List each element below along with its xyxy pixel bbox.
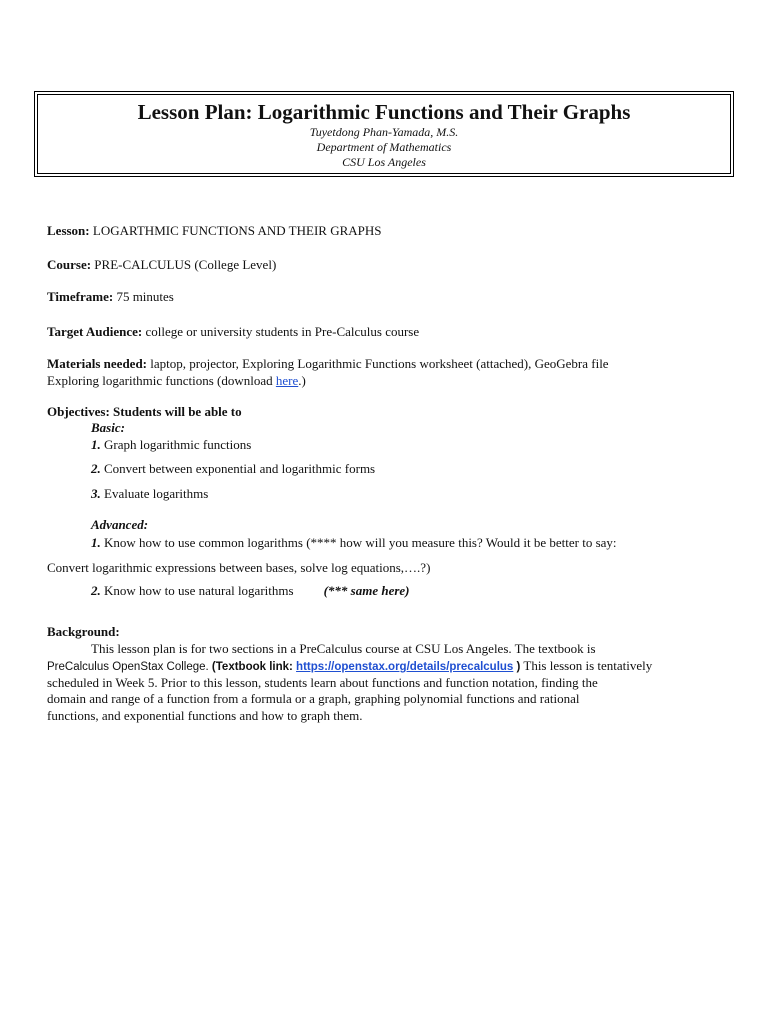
basic-objective-text: Evaluate logarithms [100,486,209,501]
materials-text-2: Exploring logarithmic functions (download [47,373,276,388]
advanced-objective-text: Know how to use natural logarithms [100,583,294,598]
lesson-line [47,223,382,239]
advanced-label-text: Advanced: [91,517,149,532]
course-line [47,257,276,273]
textbook-link[interactable]: https://openstax.org/details/precalculus [296,661,514,673]
reviewer-note: (*** same here) [323,583,410,598]
timeframe-line [47,289,174,305]
materials-line [47,356,609,372]
timeframe-label: Timeframe: [47,289,114,304]
basic-label-text: Basic: [91,420,125,435]
advanced-objective-1 [91,535,617,551]
objectives-heading [47,404,242,420]
materials-text: laptop, projector, Exploring Logarithmic Functions worksheet (attached), GeoGebra file [147,356,609,371]
department-name: Department of Mathematics [316,140,452,154]
advanced-objective-cont-text: Convert logarithmic expressions between bases, solve log equations,….?) [47,560,431,575]
basic-objective-text: Graph logarithmic functions [100,437,252,452]
background-text: functions, and exponential functions and how to graph them. [47,708,363,723]
background-heading-text: Background: [47,624,120,639]
basic-label [91,420,125,436]
page-title: Lesson Plan: Logarithmic Functions and Their Graphs [137,100,631,124]
basic-objective-num: 1. [91,437,101,452]
materials-line-2 [47,373,306,389]
institution-name: CSU Los Angeles [342,155,426,169]
timeframe-value: 75 minutes [113,289,174,304]
background-text: This lesson plan is for two sections in a PreCalculus course at CSU Los Angeles. The textbook is [91,641,596,656]
background-heading [47,624,120,640]
course-label: Course: [47,257,92,272]
advanced-label [91,517,148,533]
textbook-link-close: ) [513,661,521,673]
basic-objective-num: 3. [91,486,101,501]
basic-objective-3 [91,486,208,502]
audience-line [47,324,419,340]
audience-label: Target Audience: [47,324,143,339]
advanced-objective-1-cont [47,560,430,576]
materials-label: Materials needed: [47,356,148,371]
basic-objective-2 [91,461,375,477]
header-box [37,94,731,174]
background-text: scheduled in Week 5. Prior to this lesson, students learn about functions and function notation, finding the [47,675,598,690]
lesson-label: Lesson: [47,223,90,238]
materials-text-end: .) [298,373,306,388]
advanced-objective-2 [91,583,410,599]
advanced-objective-num: 2. [91,583,101,598]
basic-objective-num: 2. [91,461,101,476]
background-text: domain and range of a function from a formula or a graph, graphing polynomial functions and rational [47,691,580,706]
background-line-1 [91,641,596,657]
audience-value: college or university students in Pre-Calculus course [142,324,420,339]
background-line-4 [47,691,579,707]
background-text: This lesson is tentatively [520,658,653,673]
basic-objective-text: Convert between exponential and logarithmic forms [100,461,376,476]
textbook-name: PreCalculus OpenStax College. [47,661,212,673]
objectives-heading-text: Objectives: Students will be able to [47,404,242,419]
background-line-5 [47,708,363,724]
background-line-3 [47,675,598,691]
textbook-link-label: (Textbook link: [211,661,297,673]
download-link[interactable]: here [275,373,299,388]
advanced-objective-text: Know how to use common logarithms (**** how will you measure this? Would it be better to say: [100,535,617,550]
advanced-objective-num: 1. [91,535,101,550]
lesson-value: LOGARTHMIC FUNCTIONS AND THEIR GRAPHS [89,223,382,238]
author-name: Tuyetdong Phan-Yamada, M.S. [309,125,459,139]
course-value: PRE-CALCULUS (College Level) [91,257,277,272]
basic-objective-1 [91,437,251,453]
background-line-2 [47,658,652,674]
